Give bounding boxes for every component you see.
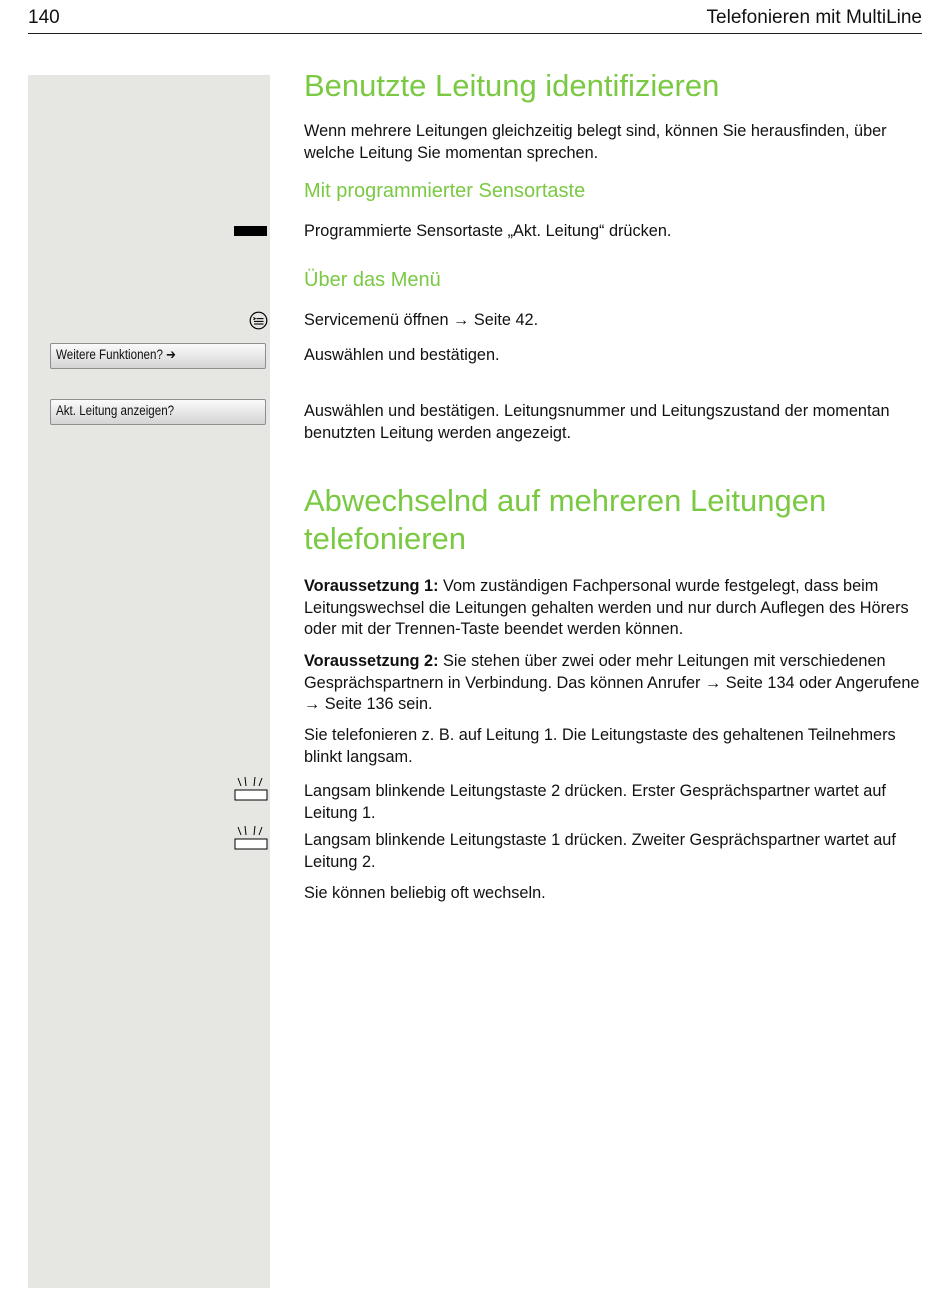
chapter-title: Telefonieren mit MultiLine <box>706 7 922 28</box>
prerequisite-2: Voraussetzung 2: Sie stehen über zwei oder mehr Leitungen mit verschiedenen Gesprächspartnern in Verbindung. Das können Anrufer → Seite 134 oder Angerufene → Seite 136 sein. <box>304 652 920 713</box>
step-press-line-key-1: Langsam blinkende Leitungstaste 1 drücken. Zweiter Gesprächspartner wartet auf Leitung 2. <box>304 831 896 871</box>
page-header <box>28 0 922 34</box>
step-press-line-key-2: Langsam blinkende Leitungstaste 2 drücken. Erster Gesprächspartner wartet auf Leitung 1. <box>304 782 886 822</box>
prerequisite-1: Voraussetzung 1: Vom zuständigen Fachpersonal wurde festgelegt, dass beim Leitungswechsel die Leitungen gehalten werden und nur durch Auflegen des Hörers oder mit der Trennen-Taste beendet werden können. <box>304 577 909 638</box>
sensor-key-instruction: Programmierte Sensortaste „Akt. Leitung“ drücken. <box>304 222 672 240</box>
intro-paragraph: Wenn mehrere Leitungen gleichzeitig belegt sind, können Sie herausfinden, über welche Leitung Sie momentan sprechen. <box>304 122 887 162</box>
final-note: Sie können beliebig oft wechseln. <box>304 884 546 902</box>
subheading-sensor-key: Mit programmierter Sensortaste <box>304 180 586 202</box>
sidebar-column <box>28 75 270 1288</box>
section-title-alternate-lines: Abwechselnd auf mehreren Leitungen telefonieren <box>304 483 827 556</box>
sensor-key-icon <box>234 226 267 236</box>
subheading-menu: Über das Menü <box>304 269 441 291</box>
blinking-line-key-icon <box>232 776 268 802</box>
blinking-line-key-icon <box>232 825 268 851</box>
step-open-service-menu: Servicemenü öffnen → Seite 42. <box>304 311 539 329</box>
menu-option-show-current-line[interactable]: Akt. Leitung anzeigen? <box>50 399 266 425</box>
step-select-confirm: Auswählen und bestätigen. <box>304 346 500 364</box>
menu-option-more-functions[interactable]: Weitere Funktionen? ➔ <box>50 343 266 369</box>
step-select-show-line: Auswählen und bestätigen. Leitungsnummer und Leitungszustand der momentan benutzten Leitung werden angezeigt. <box>304 402 890 442</box>
section-title-identify-line: Benutzte Leitung identifizieren <box>304 68 720 103</box>
example-paragraph: Sie telefonieren z. B. auf Leitung 1. Die Leitungstaste des gehaltenen Teilnehmers blinkt langsam. <box>304 726 896 766</box>
page-number: 140 <box>28 7 60 28</box>
menu-key-icon <box>249 311 268 330</box>
